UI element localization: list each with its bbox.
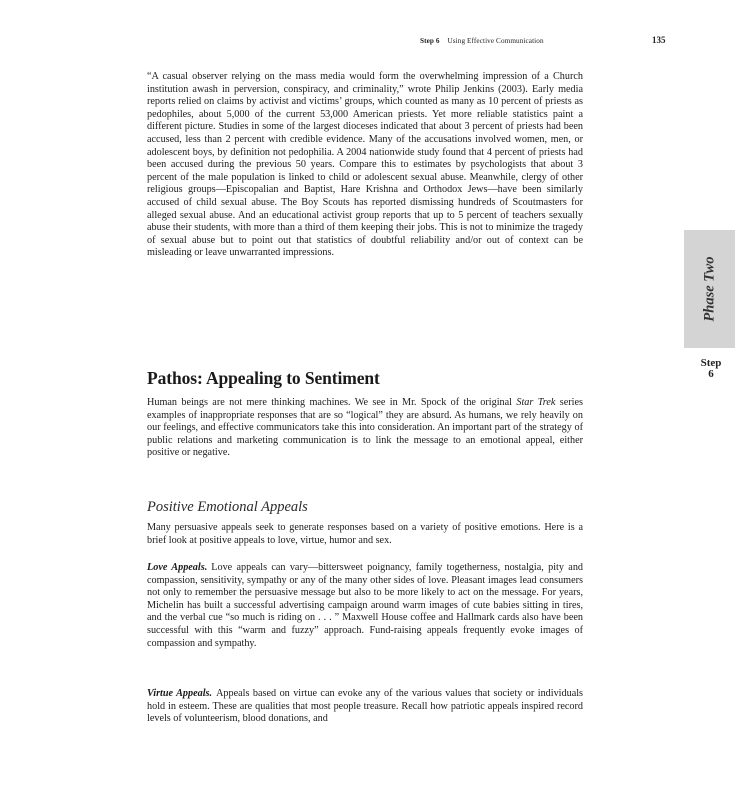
phase-side-tab bbox=[684, 230, 735, 348]
running-head-step: Step 6 bbox=[420, 37, 440, 45]
running-head bbox=[420, 37, 544, 45]
subsection-heading: Positive Emotional Appeals bbox=[147, 499, 308, 515]
virtue-appeals-paragraph bbox=[147, 688, 583, 726]
section-heading: Pathos: Appealing to Sentiment bbox=[147, 368, 380, 388]
positive-appeals-paragraph: Many persuasive appeals seek to generate responses based on a variety of positive emotions. Here is a brief look at positive appeals to love, virtue, humor and sex. bbox=[147, 522, 583, 546]
pathos-text-end: series examples of inappropriate responses that are so “logical” they are absurd. As humans, we rely heavily on our feelings, and effective communicators take this into consideration. An important part of the strategy of public relations and marketing communication is to link the message to an emotional appeal, either positive or negative. bbox=[147, 397, 583, 459]
love-appeals-paragraph bbox=[147, 562, 583, 650]
pathos-paragraph bbox=[147, 397, 583, 460]
intro-paragraph: “A casual observer relying on the mass media would form the overwhelming impression of a Church institution awash in perversion, conspiracy, and criminality,” wrote Philip Jenkins (2003). Early media reports relied on claims by activist and victims’ groups, which counted as many as 10 percent of priests as pedophiles, about 5,000 of the current 53,000 American priests. Yet more reliable statistics paint a different picture. Studies in some of the largest dioceses indicated that about 3 percent of priests had been accused, less than 2 percent with credible evidence. Many of the accusations involved women, men, or adolescent boys, by definition not pedophilia. A 2004 nationwide study found that 4 percent of priests had been accused during the previous 50 years. Compare this to estimates by psychologists that about 3 percent of the male population is linked to child or adolescent sexual abuse. Meanwhile, clergy of other religious groups—Episcopalian and Baptist, Hare Krishna and Orthodox Jews—have been similarly accused of child sexual abuse. The Boy Scouts has reported dismissing hundreds of Scoutmasters for alleged sexual abuse. And an educational activist group reports that up to 5 percent of teachers sexually abuse their students, with more than a third of them keeping their jobs. This is not to minimize the tragedy of sexual abuse but to point out that statistics of doubtful reliability and/or out of context can be misleading or leave unwarranted impressions. bbox=[147, 71, 583, 259]
virtue-appeals-text: Appeals based on virtue can evoke any of the various values that society or individuals hold in esteem. These are qualities that most people treasure. Recall how patriotic appeals inspired record levels of volunteerism, blood donations, and bbox=[147, 688, 584, 725]
pathos-text-start: Human beings are not mere thinking machines. We see in Mr. Spock of the original bbox=[147, 397, 517, 408]
phase-label: Phase Two bbox=[701, 256, 717, 322]
virtue-appeals-runin: Virtue Appeals. bbox=[147, 688, 213, 699]
step-marker-word: Step bbox=[700, 357, 722, 369]
running-head-chapter-title: Using Effective Communication bbox=[447, 37, 544, 45]
love-appeals-runin: Love Appeals. bbox=[147, 562, 208, 573]
step-marker bbox=[692, 358, 730, 380]
pathos-text-italic: Star Trek bbox=[516, 397, 556, 408]
page-number: 135 bbox=[652, 35, 666, 45]
love-appeals-text: Love appeals can vary—bittersweet poignancy, family togetherness, nostalgia, pity and compassion, sensitivity, sympathy or any of the many other sides of love. Pleasant images lead consumers not only to remember the persuasive message but also to be more likely to act on the message. For years, Michelin has built a successful advertising campaign around warm images of cute babies sitting in tires, and the verbal cue “so much is riding on . . . ” Maxwell House coffee and Hallmark cards also have been successful with this “warm and fuzzy” approach. Fund-raising appeals frequently evoke images of compassion and sympathy. bbox=[147, 562, 584, 649]
step-marker-number: 6 bbox=[708, 368, 714, 380]
